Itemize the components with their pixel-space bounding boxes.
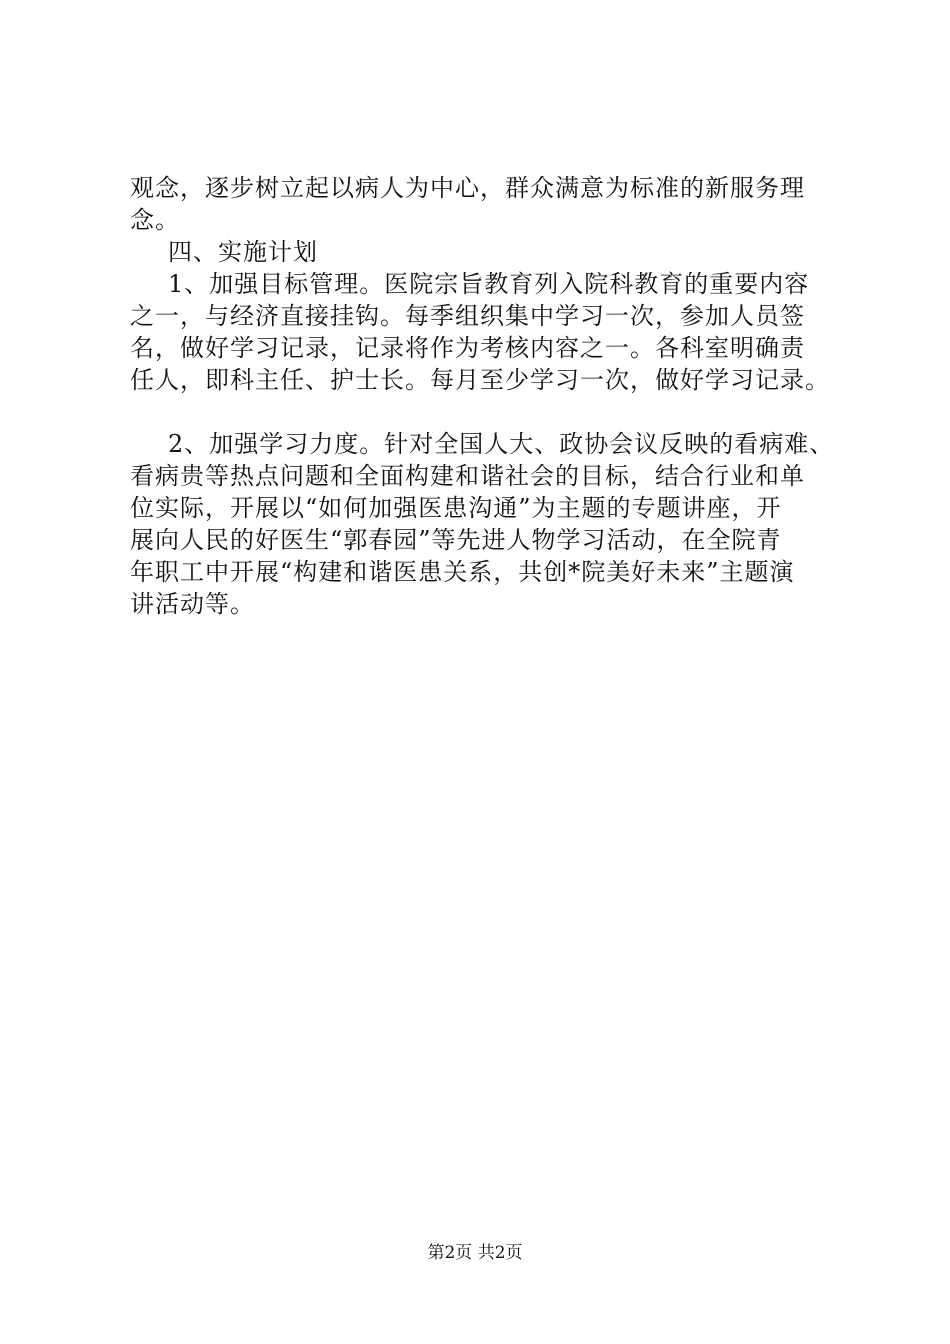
paragraph-1-line: 之一，与经济直接挂钩。每季组织集中学习一次，参加人员签 (130, 302, 805, 330)
paragraph-2-line: 展向人民的好医生“郭春园”等先进人物学习活动，在全院青 (130, 526, 782, 554)
paragraph-1-line: 1、加强目标管理。医院宗旨教育列入院科教育的重要内容 (168, 270, 810, 298)
section-heading: 四、实施计划 (168, 238, 318, 266)
document-body (130, 172, 850, 620)
paragraph-2-line: 讲活动等。 (130, 590, 255, 618)
paragraph-1-line: 任人，即科主任、护士长。每月至少学习一次，做好学习记录。 (130, 366, 830, 394)
paragraph-2-line: 位实际，开展以“如何加强医患沟通”为主题的专题讲座，开 (130, 494, 782, 522)
text-line: 念。 (130, 206, 180, 234)
page-number-footer: 第2页 共2页 (427, 1243, 523, 1263)
paragraph-2-line: 看病贵等热点问题和全面构建和谐社会的目标，结合行业和单 (130, 462, 805, 490)
paragraph-spacer (130, 396, 850, 428)
text-line: 观念，逐步树立起以病人为中心，群众满意为标准的新服务理 (130, 174, 805, 202)
paragraph-1-line: 名，做好学习记录，记录将作为考核内容之一。各科室明确责 (130, 334, 805, 362)
paragraph-2-line: 年职工中开展“构建和谐医患关系，共创*院美好未来”主题演 (130, 558, 795, 586)
paragraph-2-line: 2、加强学习力度。针对全国人大、政协会议反映的看病难、 (168, 430, 835, 458)
